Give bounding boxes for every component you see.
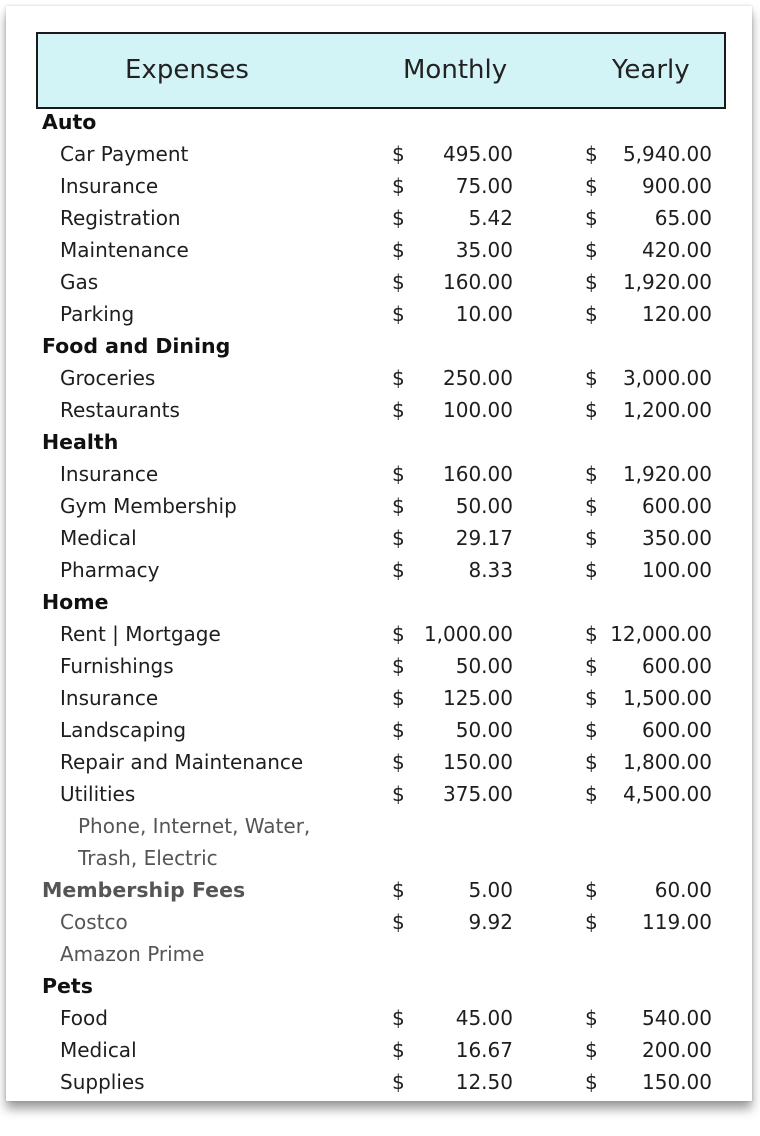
monthly-amount: 250.00 (443, 366, 513, 390)
row-label: Pharmacy (60, 558, 160, 582)
row-label: Gas (60, 270, 99, 294)
row-label: Medical (60, 526, 137, 550)
monthly-currency-symbol: $ (392, 398, 405, 422)
row-label: Furnishings (60, 654, 174, 678)
category-row (6, 426, 760, 458)
row-label: Maintenance (60, 238, 189, 262)
yearly-currency-symbol: $ (585, 398, 598, 422)
monthly-amount: 5.00 (468, 878, 513, 902)
category-row (6, 330, 760, 362)
category-label: Home (42, 590, 109, 614)
yearly-currency-symbol: $ (585, 174, 598, 198)
yearly-amount: 65.00 (654, 206, 712, 230)
row-label: Food (60, 1006, 108, 1030)
yearly-currency-symbol: $ (585, 494, 598, 518)
expense-row (6, 650, 760, 682)
row-label: Insurance (60, 462, 159, 486)
row-label: Landscaping (60, 718, 187, 742)
monthly-currency-symbol: $ (392, 750, 405, 774)
expense-row (6, 394, 760, 426)
monthly-currency-symbol: $ (392, 302, 405, 326)
category-label: Health (42, 430, 119, 454)
expense-row (6, 202, 760, 234)
expense-row (6, 362, 760, 394)
yearly-amount: 600.00 (642, 654, 712, 678)
monthly-currency-symbol: $ (392, 686, 405, 710)
yearly-currency-symbol: $ (585, 878, 598, 902)
yearly-amount: 60.00 (654, 878, 712, 902)
expense-row (6, 938, 760, 970)
monthly-amount: 12.50 (455, 1070, 513, 1094)
monthly-currency-symbol: $ (392, 878, 405, 902)
category-label: Pets (42, 974, 93, 998)
monthly-amount: 29.17 (455, 526, 513, 550)
row-label: Trash, Electric (78, 846, 218, 870)
row-label: Parking (60, 302, 135, 326)
category-row (6, 874, 760, 906)
expense-row (6, 138, 760, 170)
monthly-currency-symbol: $ (392, 654, 405, 678)
yearly-currency-symbol: $ (585, 302, 598, 326)
expense-row (6, 522, 760, 554)
monthly-currency-symbol: $ (392, 366, 405, 390)
note-row (6, 810, 760, 842)
row-label: Groceries (60, 366, 156, 390)
expense-row (6, 714, 760, 746)
monthly-amount: 150.00 (443, 750, 513, 774)
spreadsheet-page (6, 6, 752, 1101)
yearly-currency-symbol: $ (585, 238, 598, 262)
yearly-amount: 540.00 (642, 1006, 712, 1030)
yearly-amount: 119.00 (642, 910, 712, 934)
yearly-amount: 1,920.00 (622, 462, 712, 486)
row-label: Medical (60, 1038, 137, 1062)
monthly-amount: 100.00 (443, 398, 513, 422)
yearly-amount: 1,500.00 (622, 686, 712, 710)
monthly-amount: 495.00 (443, 142, 513, 166)
monthly-currency-symbol: $ (392, 1070, 405, 1094)
expense-row (6, 490, 760, 522)
monthly-amount: 8.33 (468, 558, 513, 582)
yearly-amount: 150.00 (642, 1070, 712, 1094)
category-label: Auto (42, 110, 97, 134)
expense-row (6, 682, 760, 714)
row-label: Car Payment (60, 142, 189, 166)
monthly-amount: 16.67 (455, 1038, 513, 1062)
yearly-amount: 200.00 (642, 1038, 712, 1062)
row-label: Repair and Maintenance (60, 750, 304, 774)
yearly-currency-symbol: $ (585, 1006, 598, 1030)
category-row (6, 106, 760, 138)
monthly-currency-symbol: $ (392, 1006, 405, 1030)
monthly-currency-symbol: $ (392, 206, 405, 230)
yearly-amount: 120.00 (642, 302, 712, 326)
monthly-currency-symbol: $ (392, 526, 405, 550)
row-label: Registration (60, 206, 181, 230)
expense-row (6, 778, 760, 810)
monthly-amount: 35.00 (455, 238, 513, 262)
monthly-currency-symbol: $ (392, 238, 405, 262)
monthly-amount: 50.00 (455, 718, 513, 742)
header-expenses: Expenses (125, 55, 249, 85)
row-label: Insurance (60, 686, 159, 710)
row-label: Gym Membership (60, 494, 237, 518)
yearly-amount: 1,920.00 (622, 270, 712, 294)
monthly-currency-symbol: $ (392, 142, 405, 166)
expense-row (6, 458, 760, 490)
monthly-amount: 5.42 (468, 206, 513, 230)
category-label: Membership Fees (42, 878, 246, 902)
yearly-amount: 100.00 (642, 558, 712, 582)
yearly-currency-symbol: $ (585, 270, 598, 294)
expense-row (6, 618, 760, 650)
expense-row (6, 266, 760, 298)
yearly-currency-symbol: $ (585, 142, 598, 166)
row-label: Costco (60, 910, 128, 934)
yearly-amount: 900.00 (642, 174, 712, 198)
expense-row (6, 234, 760, 266)
monthly-currency-symbol: $ (392, 558, 405, 582)
yearly-amount: 1,200.00 (622, 398, 712, 422)
expense-row (6, 170, 760, 202)
monthly-currency-symbol: $ (392, 910, 405, 934)
yearly-amount: 420.00 (642, 238, 712, 262)
monthly-currency-symbol: $ (392, 622, 405, 646)
yearly-amount: 350.00 (642, 526, 712, 550)
monthly-amount: 50.00 (455, 654, 513, 678)
monthly-currency-symbol: $ (392, 494, 405, 518)
monthly-amount: 50.00 (455, 494, 513, 518)
row-label: Insurance (60, 174, 159, 198)
expense-row (6, 906, 760, 938)
monthly-currency-symbol: $ (392, 270, 405, 294)
yearly-amount: 3,000.00 (622, 366, 712, 390)
monthly-amount: 75.00 (455, 174, 513, 198)
yearly-currency-symbol: $ (585, 1038, 598, 1062)
monthly-currency-symbol: $ (392, 462, 405, 486)
monthly-currency-symbol: $ (392, 782, 405, 806)
category-label: Food and Dining (42, 334, 231, 358)
expense-table-body (6, 106, 760, 1098)
monthly-currency-symbol: $ (392, 174, 405, 198)
yearly-amount: 12,000.00 (610, 622, 712, 646)
yearly-amount: 1,800.00 (622, 750, 712, 774)
monthly-amount: 125.00 (443, 686, 513, 710)
category-row (6, 586, 760, 618)
monthly-amount: 160.00 (443, 270, 513, 294)
row-label: Restaurants (60, 398, 180, 422)
monthly-currency-symbol: $ (392, 718, 405, 742)
yearly-currency-symbol: $ (585, 366, 598, 390)
yearly-currency-symbol: $ (585, 526, 598, 550)
header-yearly: Yearly (612, 55, 690, 85)
yearly-currency-symbol: $ (585, 1070, 598, 1094)
yearly-amount: 4,500.00 (622, 782, 712, 806)
yearly-amount: 600.00 (642, 494, 712, 518)
expense-row (6, 554, 760, 586)
monthly-amount: 1,000.00 (423, 622, 513, 646)
expense-row (6, 1066, 760, 1098)
yearly-amount: 600.00 (642, 718, 712, 742)
yearly-currency-symbol: $ (585, 622, 598, 646)
monthly-amount: 45.00 (455, 1006, 513, 1030)
yearly-currency-symbol: $ (585, 782, 598, 806)
yearly-currency-symbol: $ (585, 558, 598, 582)
monthly-currency-symbol: $ (392, 1038, 405, 1062)
monthly-amount: 9.92 (468, 910, 513, 934)
monthly-amount: 160.00 (443, 462, 513, 486)
monthly-amount: 10.00 (455, 302, 513, 326)
row-label: Supplies (60, 1070, 145, 1094)
note-row (6, 842, 760, 874)
row-label: Utilities (60, 782, 136, 806)
expense-row (6, 746, 760, 778)
table-header (36, 32, 726, 109)
yearly-currency-symbol: $ (585, 462, 598, 486)
yearly-currency-symbol: $ (585, 910, 598, 934)
row-label: Rent | Mortgage (60, 622, 221, 646)
row-label: Amazon Prime (60, 942, 205, 966)
yearly-currency-symbol: $ (585, 750, 598, 774)
monthly-amount: 375.00 (443, 782, 513, 806)
row-label: Phone, Internet, Water, (78, 814, 311, 838)
expense-row (6, 1034, 760, 1066)
expense-row (6, 298, 760, 330)
header-monthly: Monthly (403, 55, 508, 85)
yearly-currency-symbol: $ (585, 206, 598, 230)
yearly-currency-symbol: $ (585, 686, 598, 710)
category-row (6, 970, 760, 1002)
expense-row (6, 1002, 760, 1034)
yearly-amount: 5,940.00 (622, 142, 712, 166)
yearly-currency-symbol: $ (585, 718, 598, 742)
yearly-currency-symbol: $ (585, 654, 598, 678)
